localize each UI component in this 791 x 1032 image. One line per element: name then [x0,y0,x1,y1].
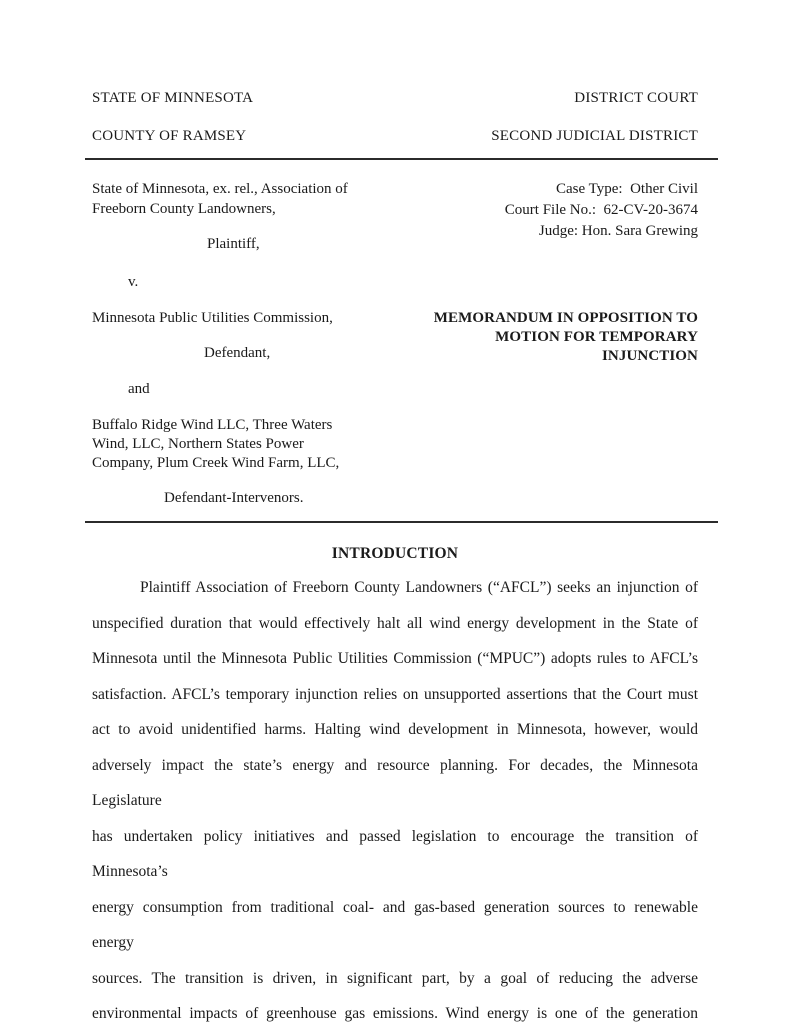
intervenor-party-line: Buffalo Ridge Wind LLC, Three Waters [92,417,333,433]
introduction-paragraph [92,570,698,1032]
defendant-party-name: Minnesota Public Utilities Commission, [92,310,333,326]
case-info [397,179,698,242]
paragraph-line: adversely impact the state’s energy and resource planning. For decades, the Minnesota Legislature [92,756,698,809]
header-state: STATE OF MINNESOTA [92,90,254,106]
caption-parties [92,179,397,509]
paragraph-line: energy consumption from traditional coal- and gas-based generation sources to renewable energy [92,898,698,951]
paragraph-line: act to avoid unidentified harms. Halting wind development in Minnesota, however, would [92,721,698,738]
header-court: DISTRICT COURT [574,90,698,106]
plaintiff-party-line: State of Minnesota, ex. rel., Association of [92,181,348,197]
intervenor-party-line: Wind, LLC, Northern States Power [92,436,304,452]
paragraph-line: sources. The transition is driven, in significant part, by a goal of reducing the adverse [92,969,698,987]
paragraph-line: unspecified duration that would effectively halt all wind energy development in the State of [92,614,698,632]
header-county: COUNTY OF RAMSEY [92,128,247,144]
paragraph-line: has undertaken policy initiatives and passed legislation to encourage the transition of Minnesota’s [92,827,698,880]
court-header-row-1 [92,88,698,108]
versus-label: v. [128,274,139,290]
case-type: Case Type: Other Civil [556,181,698,197]
plaintiff-party-line: Freeborn County Landowners, [92,201,276,217]
court-header-row-2 [92,126,698,146]
intervenor-designation: Defendant-Intervenors. [164,490,304,506]
defendant-designation: Defendant, [204,345,271,361]
plaintiff-party-name [92,179,397,219]
header-divider-rule [85,158,718,160]
document-title-line: MOTION FOR TEMPORARY [495,329,698,345]
intervenor-party-name [92,416,397,473]
document-title-line: MEMORANDUM IN OPPOSITION TO [433,310,698,326]
paragraph-line: environmental impacts of greenhouse gas emissions. Wind energy is one of the generation [92,1005,698,1022]
case-caption [92,179,698,509]
section-heading-introduction: INTRODUCTION [331,545,459,562]
court-header [92,88,698,146]
document-title [397,309,698,366]
header-district: SECOND JUDICIAL DISTRICT [491,128,698,144]
court-file-number: Court File No.: 62-CV-20-3674 [504,202,698,218]
caption-divider-rule [85,521,718,523]
paragraph-line: Minnesota until the Minnesota Public Utilities Commission (“MPUC”) adopts rules to AFCL’s [92,650,698,667]
plaintiff-designation: Plaintiff, [207,236,260,252]
paragraph-line: satisfaction. AFCL’s temporary injunction relies on unsupported assertions that the Court must [92,685,698,703]
and-connector: and [128,381,150,397]
caption-case-details [397,179,698,509]
document-title-line: INJUNCTION [601,348,698,364]
intervenor-party-line: Company, Plum Creek Wind Farm, LLC, [92,455,340,471]
paragraph-line: Plaintiff Association of Freeborn County Landowners (“AFCL”) seeks an injunction of [140,579,698,596]
judge-name: Judge: Hon. Sara Grewing [538,223,698,239]
